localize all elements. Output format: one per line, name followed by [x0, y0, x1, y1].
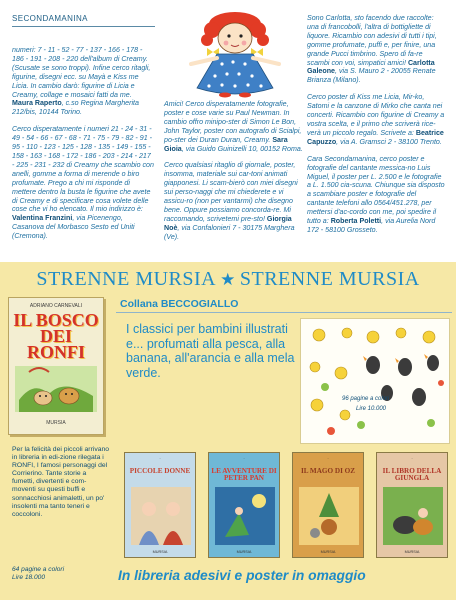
featured-book-pages: 64 pagine a colori [12, 566, 65, 573]
divider [116, 312, 452, 313]
sticker-sheet-illustration [300, 318, 450, 444]
sticker-sheet-price: Lire 10.000 [356, 406, 387, 412]
letter-address: , via Aurelia Nord 172 - 58100 Grosseto. [307, 217, 436, 234]
book-covers-row [120, 452, 450, 564]
letter-address: , via Guido Guinizelli 10, 00152 Roma. [181, 144, 303, 153]
book-title: IL MAGO DI OZ [300, 467, 356, 475]
book-cover [208, 452, 280, 558]
book-author: · [159, 456, 161, 461]
featured-book-publisher: MURSIA [46, 420, 66, 426]
letter-body: Sono Carlotta, sto facendo due raccolte: una di francobolli, l'altra di bottigliette di liquore. Ricambio con adesivi di tutti i tipi, gomme profumate, puffi e, per finire, una grande Pucci timbrino. Spero di fa-re scambi con voi, simpatici amici! [307, 14, 437, 67]
book-author: · [411, 456, 413, 461]
letters-column-1 [12, 46, 154, 249]
letter-body: Amici! Cerco disperatamente fotografie, poster e cose varie su Paul Newman. In cambio offro minipo-ster di Simon Le Bon, John Taylor, poster con autografo di Scialpi, po-ster dei Duran Duran, Creamy. [164, 100, 302, 144]
letter-address: , via Confalonieri 7 - 30175 Marghera (Ve). [164, 223, 295, 241]
letter [164, 100, 304, 153]
book-illustration [131, 487, 191, 545]
letter-body: Cerco qualsiasi ritaglio di giornale, poster, insomma, materiale sui car-toni animati giapponesi. Li scam-bierò con miei disegni sui perso-naggi che mi chiederete e vi assicu-ro (non per vantarmi) che disegno bene. Oppure possiamo concorda-re. Mi raccomando, scrivetemi pre-sto! [164, 161, 298, 223]
letter-body: numeri: 7 - 11 - 52 - 77 - 137 - 166 - 178 - 186 - 191 - 208 - 220 dell'album di Creamy. (Scusate se sono troppi). Infine cerco ritagli, figurine, disegni ecc. su Mayà e Kiss me Licia. In cambio darò: figurine di Licia e Creamy, collage e mosaici fatti da me. [12, 46, 151, 99]
featured-book-description: Per la felicità dei piccoli arrivano in libreria in edi-zione rilegata i RONFI, I famosi personaggi del Corrierino. Tante storie a fumetti, divertenti e com-moventi su questi buffi e sonnacchiosi animaletti, un po' insolenti ma tanto teneri e coccoloni. [12, 446, 110, 518]
book-cover [292, 452, 364, 558]
book-title: PICCOLE DONNE [129, 467, 191, 475]
book-title: LE AVVENTURE DI PETER PAN [211, 467, 277, 483]
sticker-sheet-caption [342, 394, 389, 414]
book-illustration [299, 487, 359, 545]
featured-book-title: IL BOSCO DEI RONFI [13, 310, 99, 362]
book-title: IL LIBRO DELLA GIUNGLA [382, 467, 442, 483]
book-illustration [383, 487, 443, 545]
letters-column-2 [164, 100, 304, 250]
book-publisher: MURSIA [320, 550, 336, 554]
book-publisher: MURSIA [152, 550, 168, 554]
letter [307, 14, 445, 85]
letter-body: Cara Secondamanina, cerco poster e fotografie del cantante messica-no Luis Miguel, il poster per L. 2.500 e le fotografie a L. 1.500 cia-scuna. Chiunque sia disposto a scambiare poster e fotografie del cantante telefoni allo 0564/451.278, per mettersi d'ac-cordo con me, poi spedire il tutto a: [307, 154, 445, 226]
letter [307, 155, 445, 235]
section-title: SECONDAMANINA [12, 14, 155, 27]
mursia-advertisement [0, 262, 456, 600]
letter-author: Roberta Poletti [330, 217, 382, 226]
letter-body: Cerco poster di Kiss me Licia, Mir-ko, Satomi e la canzone di Mirko che canta nei concerti. Ricambio con figurine di Creamy a vostra scelta, e il primo che scriverà rice-verà un piccolo regalo. Scrivete a: [307, 93, 445, 137]
star-icon: ★ [220, 270, 236, 289]
book-illustration [215, 487, 275, 545]
ad-title-left: STRENNE MURSIA [36, 268, 217, 290]
book-publisher: MURSIA [236, 550, 252, 554]
featured-book-author: ADRIANO CARNEVALI [29, 303, 83, 309]
letter-address: , via A. Gramsci 2 - 38100 Trento. [336, 137, 442, 146]
letter-address: , via Picenengo, Casanova del Morbasco Sesto ed Uniti (Cremona). [12, 214, 135, 241]
letter-author: Giorgia Noè [164, 214, 292, 232]
letter [164, 161, 304, 241]
collana-headline: I classici per bambini illustrati e... profumati alla pesca, alla banana, all'arancia e alla mela verde. [126, 322, 295, 380]
letter-author: Maura Raperto [12, 99, 62, 108]
letter-author: Carlotta Galeone [307, 58, 435, 76]
book-author: · [243, 456, 245, 461]
doll-illustration [177, 8, 293, 98]
featured-book-meta [12, 566, 112, 582]
letter-body: Cerco disperatamente i numeri 21 - 24 - 31 - 49 - 54 - 66 - 67 - 68 - 71 - 75 - 79 - 82 - 91 - 95 - 110 - 123 - 125 - 128 - 135 - 149 - 155 - 158 - 163 - 168 - 172 - 186 - 203 - 214 - 217 - 225 - 231 - 232 di Creamy che scambio con anelli, gomme a forma di merende o biro profumate. Prego a chi mi risponde di mettere dentro la busta le figurine che avete di Creamy e di specificare cosa volete delle cose che vi ho elencato. Il mio indirizzo è: [12, 125, 154, 214]
letter-author: Beatrice Capuzzo [307, 128, 444, 146]
featured-book-price: Lire 18.000 [12, 573, 45, 581]
book-publisher: MURSIA [404, 550, 420, 554]
letter [12, 125, 154, 241]
book-cover [124, 452, 196, 558]
letter-address: , via S. Mauro 2 - 20055 Renate Brianza (Milano). [307, 67, 436, 85]
letters-column-3 [307, 14, 445, 243]
ronfi-illustration [9, 360, 103, 420]
letter-author: Valentina Franzini [12, 214, 73, 223]
letter-address: , c.so Regina Margherita 212/bis, 10144 Torino. [12, 99, 139, 117]
letter [307, 93, 445, 146]
ad-title-right: STRENNE MURSIA [239, 268, 420, 290]
collana-title: Collana BECCOGIALLO [120, 298, 239, 310]
book-cover [376, 452, 448, 558]
featured-book-cover [8, 297, 104, 435]
ad-title [0, 268, 456, 291]
book-author: · [327, 456, 329, 461]
sticker-sheet-art [301, 319, 449, 443]
ad-footer-tagline: In libreria adesivi e poster in omaggio [118, 568, 366, 583]
sticker-sheet-pages: 96 pagine a colori [342, 396, 390, 402]
letters-section [0, 0, 456, 262]
letter-author: Sara Gioia [164, 135, 288, 153]
letter [12, 46, 154, 117]
